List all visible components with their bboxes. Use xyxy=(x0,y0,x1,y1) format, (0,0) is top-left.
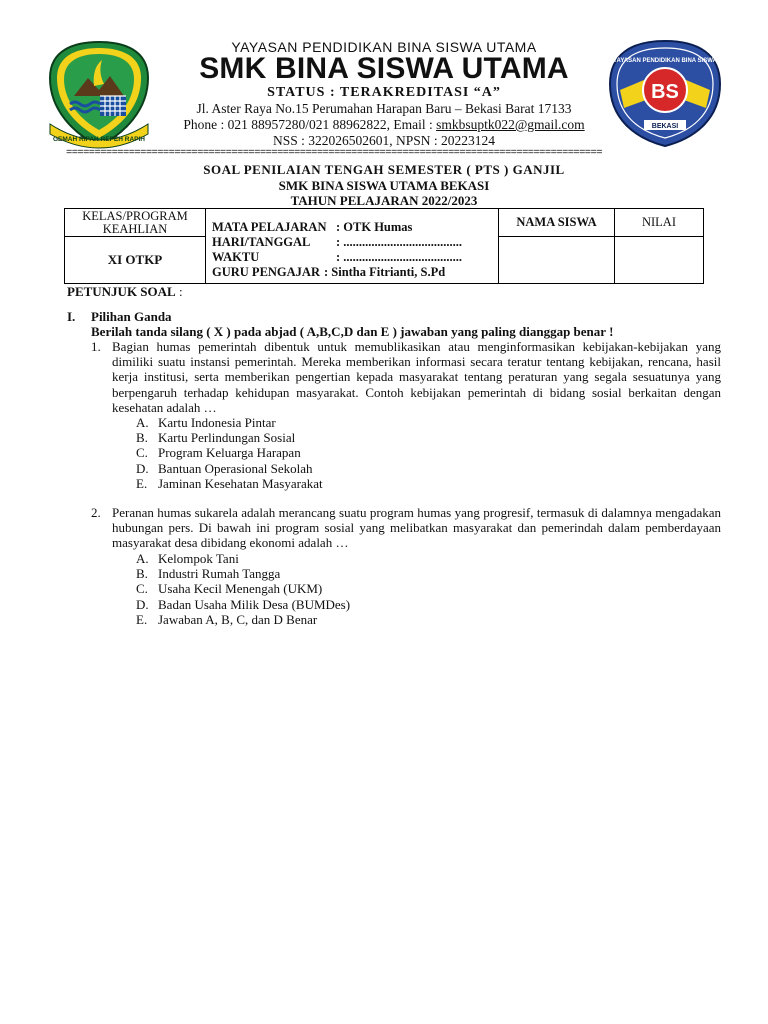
guru-value: : Sintha Fitrianti, S.Pd xyxy=(323,265,446,279)
option-text: Kartu Perlindungan Sosial xyxy=(158,430,296,446)
exam-school: SMK BINA SISWA UTAMA BEKASI xyxy=(278,178,490,193)
school-address: Jl. Aster Raya No.15 Perumahan Harapan Baru – Bekasi Barat 17133 xyxy=(196,101,572,116)
option-text: Bantuan Operasional Sekolah xyxy=(158,460,313,476)
option-letter: D. xyxy=(136,596,149,612)
section-heading xyxy=(67,309,172,325)
waktu-label: WAKTU xyxy=(212,250,260,264)
instructions-heading xyxy=(67,284,183,300)
question-2 xyxy=(91,505,721,551)
nama-siswa-header: NAMA SISWA xyxy=(498,208,615,237)
mapel-label: MATA PELAJARAN xyxy=(212,220,327,234)
option-text: Jaminan Kesehatan Masyarakat xyxy=(158,475,323,491)
kelas-header: KELAS/PROGRAM KEAHLIAN xyxy=(64,208,206,237)
option-letter: C. xyxy=(136,445,148,461)
option-letter: D. xyxy=(136,460,149,476)
section-title: Pilihan Ganda xyxy=(91,309,172,324)
option-c[interactable] xyxy=(136,445,323,460)
question-number: 1. xyxy=(91,339,101,354)
school-contact xyxy=(150,117,618,133)
waktu-row xyxy=(212,250,462,265)
school-name: SMK BINA SISWA UTAMA xyxy=(199,52,569,85)
accreditation-status: STATUS : TERAKREDITASI “A” xyxy=(267,85,501,100)
question-1 xyxy=(91,339,721,415)
left-logo-motto: GEMAH RIPAH REPEH RAPIH xyxy=(53,136,145,143)
question-number: 2. xyxy=(91,505,101,520)
exam-info-table xyxy=(64,208,704,284)
nilai-header: NILAI xyxy=(614,208,704,237)
nama-siswa-field[interactable] xyxy=(498,236,615,284)
right-logo-initials: BS xyxy=(651,81,679,103)
option-text: Usaha Kecil Menengah (UKM) xyxy=(158,581,323,597)
option-d[interactable] xyxy=(136,461,323,476)
hari-value: : ...................................... xyxy=(336,235,463,249)
guru-row xyxy=(212,265,445,280)
option-c[interactable] xyxy=(136,581,350,596)
option-text: Jawaban A, B, C, dan D Benar xyxy=(158,611,318,627)
option-e[interactable] xyxy=(136,612,350,627)
waktu-value: : ...................................... xyxy=(336,250,463,264)
question-1-options xyxy=(136,415,323,491)
option-b[interactable] xyxy=(136,430,323,445)
option-a[interactable] xyxy=(136,415,323,430)
subject-details xyxy=(205,208,499,284)
guru-label: GURU PENGAJAR xyxy=(212,265,320,279)
option-letter: B. xyxy=(136,566,148,582)
section-instruction: Berilah tanda silang ( X ) pada abjad ( A,B,C,D dan E ) jawaban yang paling dianggap benar ! xyxy=(91,324,614,339)
option-letter: C. xyxy=(136,581,148,597)
exam-year: TAHUN PELAJARAN 2022/2023 xyxy=(290,193,478,208)
phone-text: Phone : 021 88957280/021 88962822, Email : xyxy=(183,117,437,132)
nss-npsn: NSS : 322026502601, NPSN : 20223124 xyxy=(272,133,496,148)
option-letter: E. xyxy=(136,475,148,491)
west-java-emblem-logo xyxy=(44,38,154,150)
option-b[interactable] xyxy=(136,566,350,581)
foundation-name: YAYASAN PENDIDIKAN BINA SISWA UTAMA xyxy=(231,39,537,55)
option-letter: B. xyxy=(136,430,148,446)
hari-label: HARI/TANGGAL xyxy=(212,235,311,249)
right-logo-bottom-text: BEKASI xyxy=(651,123,679,130)
option-e[interactable] xyxy=(136,476,323,491)
section-number: I. xyxy=(67,309,76,324)
option-text: Program Keluarga Harapan xyxy=(158,445,301,461)
header-divider: ============================================================================================== xyxy=(66,147,602,159)
right-logo-top-text: YAYASAN PENDIDIKAN BINA SISWA xyxy=(613,58,717,64)
question-text: Peranan humas sukarela adalah merancang suatu program humas yang progresif, termasuk di dalamnya mengadakan hubungan pers. Di bawah ini program sosial yang melibatkan masyarakat dan pemerindah dalam pemberdayaan masyarakat desa dibidang ekonomi adalah … xyxy=(112,505,721,551)
question-text: Bagian humas pemerintah dibentuk untuk memublikasikan atau menginformasikan kebijakan-kebijakan yang dimiliki suatu instansi pemerintah. Mereka memberikan informasi secara teratur tentang kebijakan, rencana, hasil kerja institusi, serta memberikan pengertian kepada masyarakat tentang peraturan yang segala sesuatunya yang berpengaruh terhadap kehidupan masyarakat. Contoh kebijakan pemerintah di bidang sosial berkaitan dengan kesehatan adalah … xyxy=(112,339,721,415)
hari-row xyxy=(212,235,462,250)
option-letter: A. xyxy=(136,415,149,430)
mapel-row xyxy=(212,220,412,235)
option-text: Industri Rumah Tangga xyxy=(158,566,281,582)
option-a[interactable] xyxy=(136,551,350,566)
nilai-field[interactable] xyxy=(614,236,704,284)
email-link[interactable]: smkbsuptk022@gmail.com xyxy=(436,117,585,132)
option-letter: E. xyxy=(136,611,148,627)
option-text: Kartu Indonesia Pintar xyxy=(158,415,276,430)
option-d[interactable] xyxy=(136,597,350,612)
school-badge-logo xyxy=(606,38,724,148)
option-letter: A. xyxy=(136,551,149,566)
question-2-options xyxy=(136,551,350,627)
option-text: Badan Usaha Milik Desa (BUMDes) xyxy=(158,596,351,612)
petunjuk-label: PETUNJUK SOAL xyxy=(67,284,176,299)
mapel-value: : OTK Humas xyxy=(336,220,413,234)
petunjuk-colon: : xyxy=(175,284,183,299)
kelas-value: XI OTKP xyxy=(64,236,206,284)
option-text: Kelompok Tani xyxy=(158,551,239,566)
exam-title: SOAL PENILAIAN TENGAH SEMESTER ( PTS ) GANJIL xyxy=(203,162,565,177)
